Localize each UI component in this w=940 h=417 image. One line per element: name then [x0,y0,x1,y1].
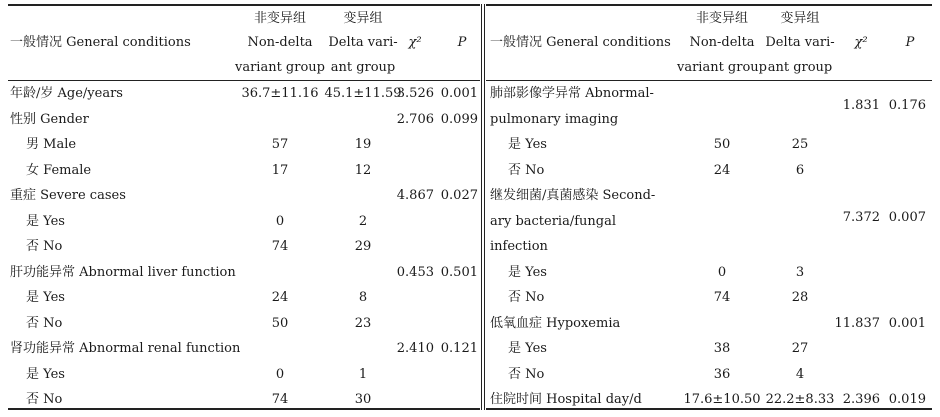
row-value-group1: 24 [271,290,289,305]
left-table-panel [8,0,480,417]
row-value-group2: 3 [795,264,805,280]
header-label-col: 一般情况 General conditions [10,35,191,50]
header-group2-line1: 变异组 [780,11,820,26]
row-value-group1: 50 [713,137,731,152]
table-header [486,6,932,80]
row-value-group2: 8 [358,290,368,305]
row-value-group2: 29 [354,239,372,254]
row-chi-square: 0.453 [396,264,434,280]
header-group1-line2: Non-delta [689,35,755,50]
row-p-value: 0.019 [888,392,926,407]
row-value-group2: 30 [354,392,372,407]
table-row [486,362,932,388]
header-group2-line2: Delta vari- [765,35,835,50]
row-value-group2: 45.1±11.59 [324,86,402,101]
row-label: 女 Female [26,162,92,178]
row-label: ary bacteria/fungal [490,213,617,229]
header-group1-line2: Non-delta [247,35,313,50]
row-value-group2: 4 [795,366,805,382]
table-row [8,81,480,107]
header-group2-line1: 变异组 [343,11,383,26]
row-label: infection [490,239,548,254]
row-label: 否 No [508,366,545,382]
row-value-group1: 74 [713,290,731,305]
row-label: 是 Yes [508,264,547,280]
stat-p-infection: 0.007 [888,210,926,225]
row-value-group2: 22.2±8.33 [765,392,835,407]
table-row [486,311,932,337]
row-value-group1: 38 [713,341,731,356]
row-p-value: 0.001 [440,86,478,101]
row-label: 是 Yes [26,366,65,382]
row-chi-square: 2.410 [396,341,434,356]
row-value-group1: 0 [275,366,285,382]
header-p-value: P [457,35,467,50]
row-label: 否 No [508,162,545,178]
row-label: 继发细菌/真菌感染 Second- [490,188,656,203]
row-label: 否 No [26,392,63,407]
row-chi-square: 2.706 [396,111,434,127]
header-group1-line1: 非变异组 [253,11,306,26]
table-row [8,132,480,158]
table-row [8,183,480,209]
table-row [8,158,480,184]
row-value-group2: 1 [358,366,368,382]
row-p-value: 0.001 [888,315,926,331]
row-p-value: 0.121 [440,341,478,356]
table-row [8,336,480,362]
table-row [486,132,932,158]
row-value-group1: 17.6±10.50 [683,392,761,407]
row-label: 否 No [26,315,63,331]
table-row [8,209,480,235]
row-label: 是 Yes [26,213,65,229]
table-row [486,158,932,184]
right-table-body [486,81,932,413]
header-group1-line3: variant group [234,60,325,75]
row-chi-square: 11.837 [834,315,880,331]
row-value-group2: 28 [791,290,809,305]
header-group1-line1: 非变异组 [695,11,748,26]
row-label: 重症 Severe cases [10,188,126,203]
header-group1-line3: variant group [676,60,767,75]
row-value-group1: 0 [275,213,285,229]
row-value-group1: 36.7±11.16 [241,86,319,101]
row-p-value: 0.027 [440,188,478,203]
row-label: 低氧血症 Hypoxemia [490,315,621,331]
row-value-group2: 19 [354,137,372,152]
stat-p-pulmonary: 0.176 [888,98,926,113]
table-row [8,260,480,286]
header-label-col: 一般情况 General conditions [490,35,671,50]
row-label: 住院时间 Hospital day/d [490,392,642,407]
row-chi-square: 4.867 [396,188,434,203]
row-value-group2: 2 [358,213,368,229]
row-label: 肺部影像学异常 Abnormal- [490,86,654,101]
row-value-group1: 74 [271,392,289,407]
row-value-group2: 23 [354,315,372,331]
table-row [8,311,480,337]
left-table-body [8,81,480,413]
row-value-group2: 6 [795,162,805,178]
row-value-group1: 57 [271,137,289,152]
row-value-group2: 12 [354,162,372,178]
table-row [8,387,480,413]
row-value-group2: 25 [791,137,809,152]
table-row [486,234,932,260]
row-value-group1: 0 [717,264,727,280]
row-label: 肝功能异常 Abnormal liver function [10,264,236,280]
table-row [8,107,480,133]
header-group2-line2: Delta vari- [328,35,398,50]
header-chi-square: χ² [854,35,868,50]
row-label: 否 No [508,290,545,305]
table-row [486,336,932,362]
row-label: 男 Male [26,137,77,152]
panel-divider-right [484,4,485,410]
header-chi-square: χ² [408,35,422,50]
row-value-group1: 74 [271,239,289,254]
header-group2-line3: ant group [330,60,396,75]
row-value-group2: 27 [791,341,809,356]
row-label: 性别 Gender [10,111,89,127]
table-row [486,260,932,286]
stat-chi-infection: 7.372 [842,210,880,225]
table-row [8,285,480,311]
right-table-panel [486,0,932,417]
row-label: 肾功能异常 Abnormal renal function [10,341,241,356]
row-label: pulmonary imaging [490,111,619,127]
row-label: 否 No [26,239,63,254]
row-chi-square: 3.526 [396,86,434,101]
panel-divider-left [481,4,482,410]
row-value-group1: 36 [713,366,731,382]
row-label: 年龄/岁 Age/years [10,86,123,101]
stat-chi-pulmonary: 1.831 [842,98,880,113]
row-label: 是 Yes [508,137,547,152]
row-p-value: 0.099 [440,111,478,127]
row-label: 是 Yes [508,341,547,356]
table-row [486,387,932,413]
table-row [8,362,480,388]
header-group2-line3: ant group [767,60,833,75]
row-p-value: 0.501 [440,264,478,280]
row-chi-square: 2.396 [842,392,880,407]
table-row [486,285,932,311]
header-p-value: P [905,35,915,50]
row-value-group1: 50 [271,315,289,331]
row-value-group1: 24 [713,162,731,178]
row-value-group1: 17 [271,162,289,178]
row-label: 是 Yes [26,290,65,305]
table-header [8,6,480,80]
table-row [8,234,480,260]
